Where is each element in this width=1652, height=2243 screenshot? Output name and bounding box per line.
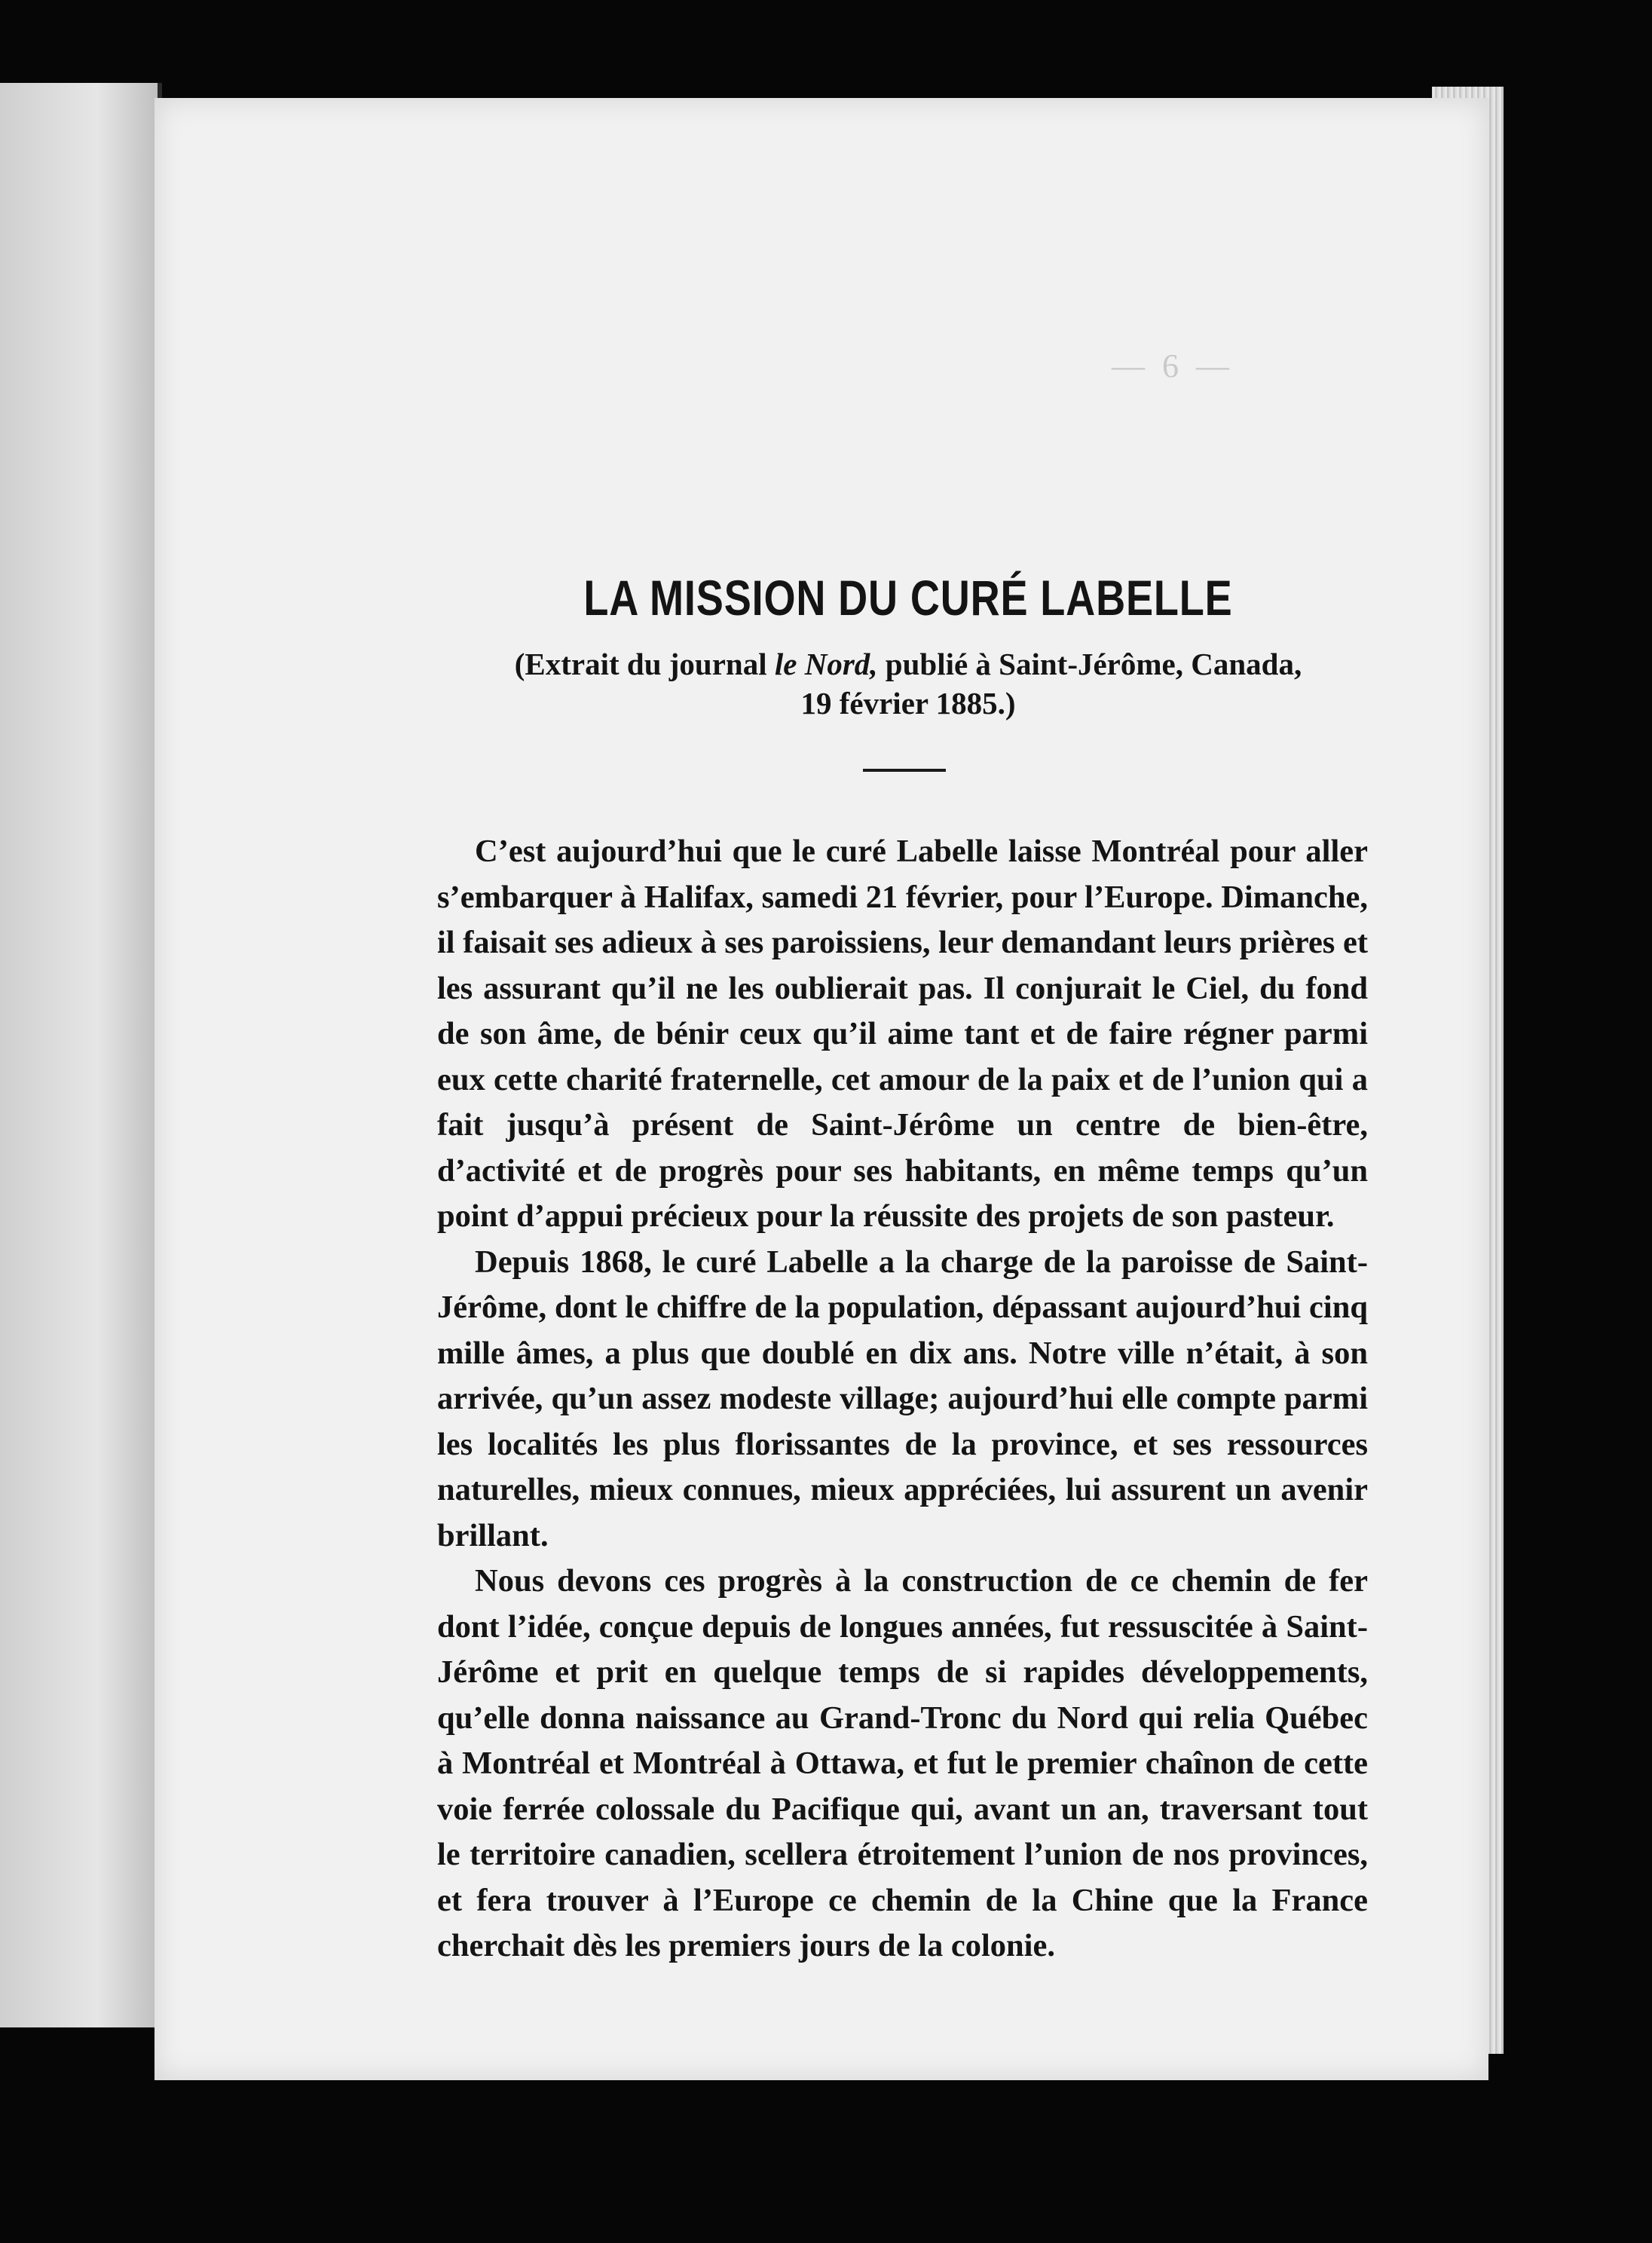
paragraph: Depuis 1868, le curé Labelle a la charge de la paroisse de Saint-Jérôme, dont le chiffre de la population, dépassant aujourd’hui cinq mille âmes, a plus que doublé en dix ans. Notre ville n’était, à son arrivée, qu’un assez modeste village; aujourd’hui elle compte parmi les localités les plus florissantes de la province, et ses ressources naturelles, mieux connues, mieux appréciées, lui assurent un avenir brillant. [437,1244,1368,1553]
book-page [154,98,1488,2080]
journal-name: le Nord, [774,647,878,681]
article-title: LA MISSION DU CURÉ LABELLE [583,570,1233,626]
page-number: — 6 — [1112,347,1234,384]
facing-page-edge [0,83,162,2027]
paragraph: C’est aujourd’hui que le curé Labelle laisse Montréal pour aller s’embarquer à Halifax, samedi 21 février, pour l’Europe. Dimanche, il faisait ses adieux à ses paroissiens, leur demandant leurs prières et les assurant qu’il ne les oublierait pas. Il conjurait le Ciel, du fond de son âme, de bénir ceux qu’il aime tant et de faire régner parmi eux cette charité fraternelle, cet amour de la paix et de l’union qui a fait jusqu’à présent de Saint-Jérôme un centre de bien-être, d’activité et de progrès pour ses habitants, en même temps qu’un point d’appui précieux pour la réussite des projets de son pasteur. [437,834,1368,1234]
subtitle-suffix: publié à Saint-Jérôme, Canada, [877,647,1302,681]
article-subtitle [426,644,1390,723]
article-body [437,829,1368,1969]
title-rule [863,769,946,772]
subtitle-prefix: (Extrait du journal [514,647,775,681]
subtitle-date: 19 février 1885.) [800,686,1016,721]
paragraph: Nous devons ces progrès à la construction de ce chemin de fer dont l’idée, conçue depuis de longues années, fut ressuscitée à Saint-Jérôme et prit en quelque temps de si rapides développements, qu’elle donna naissance au Grand-Tronc du Nord qui relia Québec à Montréal et Montréal à Ottawa, et fut le premier chaînon de cette voie ferrée colossale du Pacifique qui, avant un an, traversant tout le territoire canadien, scellera étroitement l’union de nos provinces, et fera trouver à l’Europe ce chemin de la Chine que la France cherchait dès les premiers jours de la colonie. [437,1563,1368,1963]
